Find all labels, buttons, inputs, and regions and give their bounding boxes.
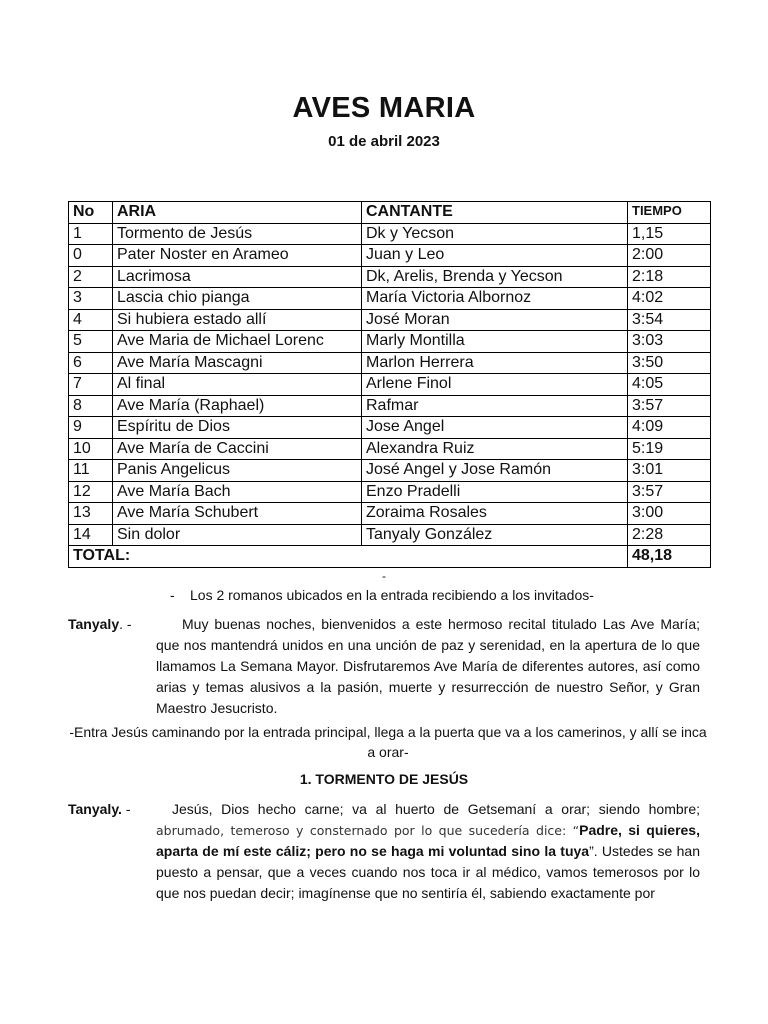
table-row bbox=[69, 417, 711, 439]
cell-tiempo: 3:57 bbox=[628, 395, 711, 417]
cell-tiempo: 4:02 bbox=[628, 288, 711, 310]
cell-aria: Panis Angelicus bbox=[113, 460, 362, 482]
tormento-paragraph bbox=[156, 799, 700, 904]
cell-aria: Pater Noster en Arameo bbox=[113, 245, 362, 267]
cell-tiempo: 3:00 bbox=[628, 503, 711, 525]
para-middle: abrumado, temeroso y consternado por lo que sucedería dice: “ bbox=[156, 823, 580, 838]
cell-no: 8 bbox=[69, 395, 113, 417]
cell-aria: Ave María de Caccini bbox=[113, 438, 362, 460]
cell-aria: Ave María Mascagni bbox=[113, 352, 362, 374]
cell-no: 14 bbox=[69, 524, 113, 546]
gethsemane-quote: Padre, si quieres, aparta de mí este cáliz; pero no se haga mi voluntad sino la tuya bbox=[156, 822, 700, 859]
separator-dash: - bbox=[382, 569, 386, 583]
cell-aria: Ave María Bach bbox=[113, 481, 362, 503]
cell-tiempo: 4:09 bbox=[628, 417, 711, 439]
cell-cantante: Dk y Yecson bbox=[362, 223, 628, 245]
cell-cantante: Rafmar bbox=[362, 395, 628, 417]
cell-no: 13 bbox=[69, 503, 113, 525]
cell-tiempo: 2:00 bbox=[628, 245, 711, 267]
table-row bbox=[69, 395, 711, 417]
cell-no: 10 bbox=[69, 438, 113, 460]
bullet-mark: - bbox=[170, 587, 175, 603]
header-tiempo: TIEMPO bbox=[628, 202, 711, 224]
cell-cantante: José Moran bbox=[362, 309, 628, 331]
cell-cantante: Juan y Leo bbox=[362, 245, 628, 267]
table-body bbox=[69, 223, 711, 546]
cell-no: 2 bbox=[69, 266, 113, 288]
cell-cantante: Arlene Finol bbox=[362, 374, 628, 396]
table-row bbox=[69, 352, 711, 374]
table-row bbox=[69, 331, 711, 353]
cell-cantante: Tanyaly González bbox=[362, 524, 628, 546]
cell-tiempo: 1,15 bbox=[628, 223, 711, 245]
cell-tiempo: 2:28 bbox=[628, 524, 711, 546]
cell-tiempo: 3:50 bbox=[628, 352, 711, 374]
cell-aria: Espíritu de Dios bbox=[113, 417, 362, 439]
table-row bbox=[69, 266, 711, 288]
stage-note-jesus: -Entra Jesús caminando por la entrada principal, llega a la puerta que va a los camerinos, y allí se inca a orar- bbox=[69, 724, 707, 760]
cell-tiempo: 4:05 bbox=[628, 374, 711, 396]
cell-cantante: Marlon Herrera bbox=[362, 352, 628, 374]
speaker-label-1 bbox=[68, 616, 132, 632]
cell-aria: Lacrimosa bbox=[113, 266, 362, 288]
cell-cantante: Zoraima Rosales bbox=[362, 503, 628, 525]
cell-tiempo: 3:57 bbox=[628, 481, 711, 503]
cell-cantante: Jose Angel bbox=[362, 417, 628, 439]
welcome-paragraph: Muy buenas noches, bienvenidos a este hermoso recital titulado Las Ave María; que nos mantendrá unidos en una unción de paz y serenidad, en la apertura de lo que llamamos La Semana Mayor. Disfrutaremos Ave María de diferentes autores, así como arias y temas alusivos a la pasión, muerte y resurrección de nuestro Señor, y Gran Maestro Jesucristo. bbox=[156, 616, 700, 716]
table-row bbox=[69, 245, 711, 267]
cell-cantante: José Angel y Jose Ramón bbox=[362, 460, 628, 482]
para-lead: Jesús, Dios hecho carne; va al huerto de Getsemaní a orar; siendo hombre; bbox=[172, 801, 700, 817]
cell-no: 0 bbox=[69, 245, 113, 267]
cell-cantante: María Victoria Albornoz bbox=[362, 288, 628, 310]
cell-no: 6 bbox=[69, 352, 113, 374]
cell-no: 3 bbox=[69, 288, 113, 310]
cell-cantante: Enzo Pradelli bbox=[362, 481, 628, 503]
cell-tiempo: 3:03 bbox=[628, 331, 711, 353]
speaker-name: Tanyaly bbox=[68, 616, 120, 632]
cell-no: 12 bbox=[69, 481, 113, 503]
table-row bbox=[69, 223, 711, 245]
cell-cantante: Marly Montilla bbox=[362, 331, 628, 353]
arias-table bbox=[68, 201, 711, 568]
cell-aria: Ave María Schubert bbox=[113, 503, 362, 525]
cell-aria: Ave Maria de Michael Lorenc bbox=[113, 331, 362, 353]
header-aria: ARIA bbox=[113, 202, 362, 224]
table-row bbox=[69, 481, 711, 503]
stage-direction-romans bbox=[170, 587, 594, 603]
cell-no: 7 bbox=[69, 374, 113, 396]
table-header-row bbox=[69, 202, 711, 224]
para-rest: ”. Ustedes se han puesto a pensar, que a veces cuando nos toca ir al médico, vamos temerosos por lo que nos puedan decir; imagínense que no sentiría él, sabiendo exactamente por bbox=[156, 843, 700, 901]
table-row bbox=[69, 503, 711, 525]
cell-no: 1 bbox=[69, 223, 113, 245]
cell-no: 5 bbox=[69, 331, 113, 353]
table-row bbox=[69, 524, 711, 546]
cell-tiempo: 3:54 bbox=[628, 309, 711, 331]
speaker-suffix: . - bbox=[119, 616, 132, 632]
cell-aria: Tormento de Jesús bbox=[113, 223, 362, 245]
cell-tiempo: 2:18 bbox=[628, 266, 711, 288]
cell-no: 4 bbox=[69, 309, 113, 331]
cell-tiempo: 5:19 bbox=[628, 438, 711, 460]
total-value: 48,18 bbox=[628, 546, 711, 568]
speaker-label-2 bbox=[68, 801, 131, 817]
cell-cantante: Dk, Arelis, Brenda y Yecson bbox=[362, 266, 628, 288]
document-title: AVES MARIA bbox=[292, 92, 476, 124]
cell-aria: Ave María (Raphael) bbox=[113, 395, 362, 417]
document-date: 01 de abril 2023 bbox=[328, 133, 440, 150]
table-row bbox=[69, 460, 711, 482]
speaker-name: Tanyaly. bbox=[68, 801, 122, 817]
table-row bbox=[69, 288, 711, 310]
total-label: TOTAL: bbox=[69, 546, 628, 568]
header-cantante: CANTANTE bbox=[362, 202, 628, 224]
stage-direction-text: Los 2 romanos ubicados en la entrada recibiendo a los invitados- bbox=[190, 587, 594, 603]
cell-tiempo: 3:01 bbox=[628, 460, 711, 482]
cell-aria: Sin dolor bbox=[113, 524, 362, 546]
cell-no: 11 bbox=[69, 460, 113, 482]
cell-cantante: Alexandra Ruiz bbox=[362, 438, 628, 460]
header-no: No bbox=[69, 202, 113, 224]
table-row bbox=[69, 374, 711, 396]
cell-aria: Si hubiera estado allí bbox=[113, 309, 362, 331]
cell-aria: Lascia chio pianga bbox=[113, 288, 362, 310]
table-row bbox=[69, 438, 711, 460]
speaker-suffix: - bbox=[121, 801, 131, 817]
cell-aria: Al final bbox=[113, 374, 362, 396]
cell-no: 9 bbox=[69, 417, 113, 439]
table-row bbox=[69, 309, 711, 331]
section-heading: 1. TORMENTO DE JESÚS bbox=[299, 771, 469, 787]
table-total-row bbox=[69, 546, 711, 568]
